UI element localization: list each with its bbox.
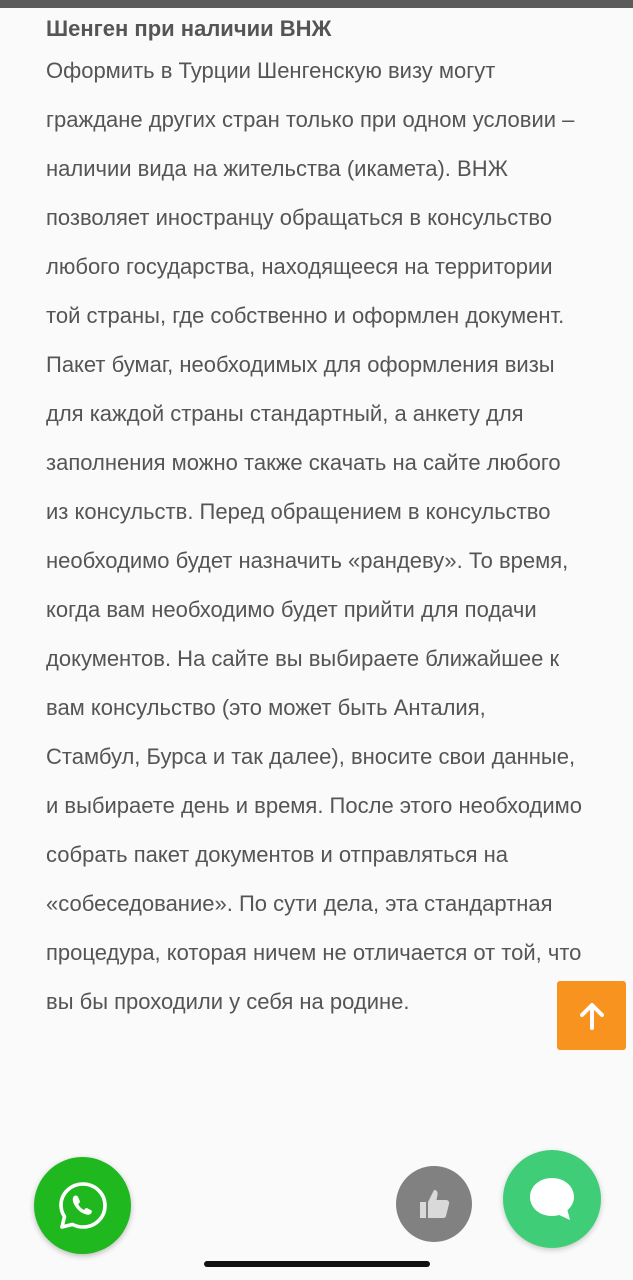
scroll-to-top-button[interactable] — [557, 981, 626, 1050]
article-paragraph-2: Пакет бумаг, необходимых для оформления визы для каждой страны стандартный, а анкету для заполнения можно также скачать на сайте любого из консульств. Перед обращением в консульство необходимо будет назначить «рандеву». То время, когда вам необходимо будет прийти для подачи документов. На сайте вы выбираете ближайшее к вам консульство (это может быть Анталия, Стамбул, Бурса и так далее), вносите свои данные, и выбираете день и время. После этого необходимо собрать пакет документов и отправляться на «собеседование». По сути дела, эта стандартная процедура, которая ничем не отличается от той, что вы бы проходили у себя на родине. — [46, 352, 582, 1014]
chat-bubble-icon — [526, 1174, 578, 1224]
article-paragraph-1: Оформить в Турции Шенгенскую визу могут граждане других стран только при одном условии – наличии вида на жительства (икамета). ВНЖ позволяет иностранцу обращаться в консульство любого государства, находящееся на территории той страны, где собственно и оформлен документ. — [46, 58, 575, 328]
top-status-strip — [0, 0, 633, 8]
like-button[interactable] — [396, 1166, 472, 1242]
section-heading: Шенген при наличии ВНЖ — [46, 16, 332, 41]
whatsapp-button[interactable] — [34, 1157, 131, 1254]
home-indicator — [204, 1261, 430, 1267]
arrow-up-icon — [579, 1002, 605, 1030]
chat-button[interactable] — [503, 1150, 601, 1248]
article-content — [46, 12, 586, 1026]
thumbs-up-icon — [414, 1184, 454, 1224]
whatsapp-icon — [55, 1178, 111, 1234]
